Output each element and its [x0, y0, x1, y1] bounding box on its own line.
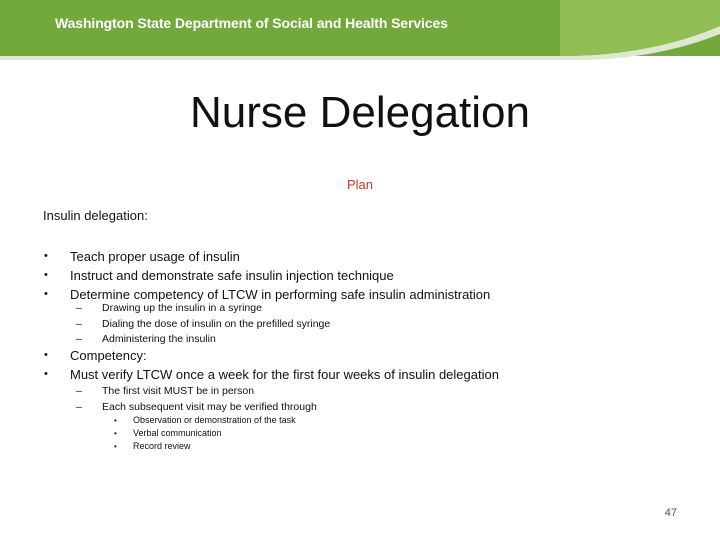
list-item: – Administering the insulin: [0, 332, 330, 348]
list-item: • Verbal communication: [0, 427, 296, 440]
list-item: – The first visit MUST be in person: [0, 384, 317, 400]
list-item: – Drawing up the insulin in a syringe: [0, 301, 330, 317]
intro-text: Insulin delegation:: [43, 208, 148, 223]
list-item: • Teach proper usage of insulin: [0, 247, 490, 266]
slide-title: Nurse Delegation: [190, 88, 530, 137]
bullet-list-competency: [0, 346, 499, 384]
sub-bullet-list-visits: [0, 384, 317, 415]
list-item: • Competency:: [0, 346, 499, 365]
list-item: • Must verify LTCW once a week for the first four weeks of insulin delegation: [0, 365, 499, 384]
sub-bullet-list-competency-tasks: [0, 301, 330, 348]
agency-name: Washington State Department of Social and Health Services: [55, 15, 448, 31]
list-item: – Each subsequent visit may be verified through: [0, 400, 317, 416]
bullet-list-delegation-tasks: [0, 247, 490, 304]
page-number: 47: [664, 507, 677, 519]
header-banner: [0, 0, 720, 58]
sub-sub-bullet-list-verification: [0, 414, 296, 453]
list-item: • Determine competency of LTCW in performing safe insulin administration: [0, 285, 490, 304]
list-item: – Dialing the dose of insulin on the prefilled syringe: [0, 317, 330, 333]
list-item: • Instruct and demonstrate safe insulin injection technique: [0, 266, 490, 285]
list-item: • Observation or demonstration of the task: [0, 414, 296, 427]
list-item: • Record review: [0, 440, 296, 453]
slide-subtitle: Plan: [346, 177, 374, 192]
header-swoosh: [0, 0, 720, 62]
